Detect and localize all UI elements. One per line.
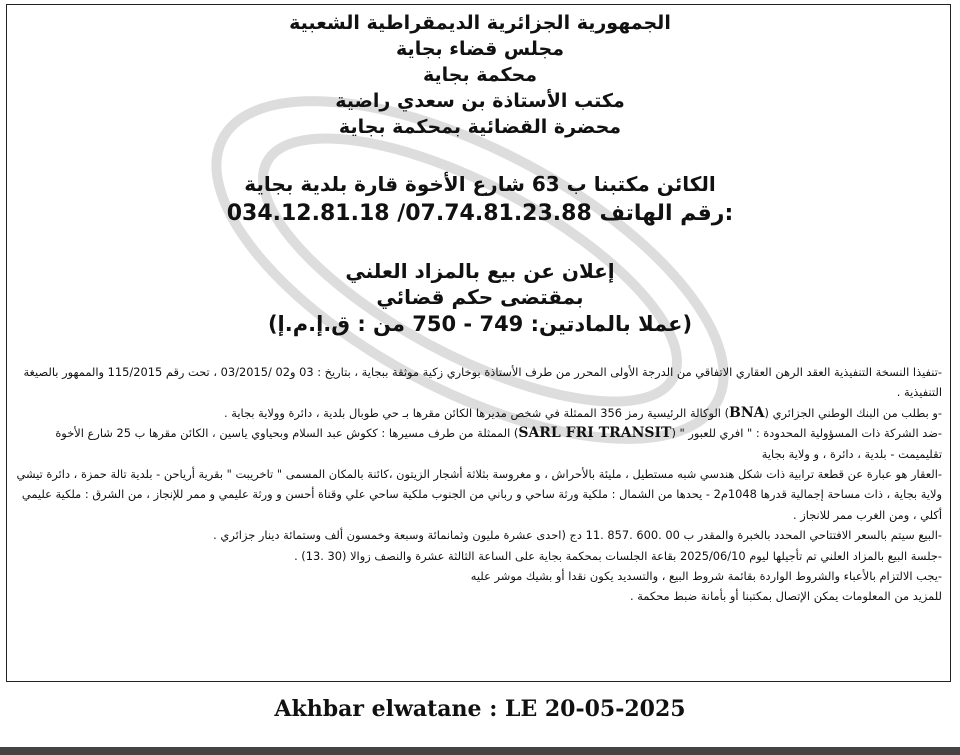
republic-title: الجمهورية الجزائرية الديمقراطية الشعبية: [289, 12, 671, 34]
body-paragraph-execution: -تنفيذا النسخة التنفيذية العقد الرهن العقاري الاتفاقي من الدرجة الأولى المحرر من طرف الأستاذة بوخاري زكية موثقة ببجاية ، بتاريخ : 03 و02 /03/2015 ، تحت رقم 115/2015 والممهور بالصيغة التنفيذية .: [23, 365, 942, 400]
court-title: محكمة بجاية: [423, 64, 537, 86]
bottom-divider: [0, 747, 960, 755]
council-title: مجلس قضاء بجاية: [396, 38, 564, 60]
body-paragraph-debtor: [14, 423, 942, 464]
phone-numbers: 034.12.81.18 /07.74.81.23.88: [226, 201, 592, 226]
body-paragraph-property: -العقار هو عبارة عن قطعة ترابية ذات شكل هندسي شبه مستطيل ، مليئة بالأحراش ، و مغروسة بثلاثة أشجار الزيتون ،كائنة بالمكان المسمى " تاخريبت " بقرية أرياحن - بلدية تالة حمزة ، دائرة تيشي ولاية بجاية ، ذات مساحة إجمالية قدرها 1048م2 - يحدها من الشمال : ملكية ورثة ساحي و رباني من الجنوب ملكية ساحي علي وقناة أحسن و ورثة عليمي و ممر للإنجاز ، من الشرق : ملكية عليمي أكلي ، ومن الغرب ممر للانجاز .: [16, 467, 942, 522]
creditor-bank-name: BNA: [729, 404, 765, 421]
phone-label: رقم الهاتف:: [599, 201, 734, 226]
announcement-title: إعلان عن بيع بالمزاد العلني: [345, 259, 615, 283]
court-header: [0, 10, 960, 140]
publication-source: Akhbar elwatane : LE 20-05-2025: [274, 696, 686, 722]
announcement-articles: (عملا بالمادتين: 749 - 750 من : ق.إ.م.إ): [267, 312, 693, 336]
announcement-heading: [0, 258, 960, 338]
body-paragraph-conditions: -يجب الالتزام بالأعباء والشروط الواردة بقائمة شروط البيع ، والتسديد يكون نقدا أو بشيك موشر عليه: [470, 569, 942, 584]
office-address: الكائن مكتبنا ب 63 شارع الأخوة قارة بلدية بجاية: [244, 172, 716, 196]
debtor-text-pre: -ضد الشركة ذات المسؤولية المحدودة : " افري للعبور " (: [671, 426, 942, 441]
office-title: مكتب الأستاذة بن سعدي راضية: [335, 90, 625, 112]
body-paragraph-contact: للمزيد من المعلومات يمكن الإتصال بمكتبنا أو بأمانة ضبط محكمة .: [629, 589, 942, 604]
announcement-subtitle: بمقتضى حكم قضائي: [376, 285, 584, 309]
creditor-text-post: ) الوكالة الرئيسية رمز 356 الممثلة في شخص مديرها الكائن مقرها بـ حي طوبال بلدية ، دائرة وولاية بجاية .: [224, 405, 730, 420]
bailiff-title: محضرة القضائية بمحكمة بجاية: [338, 116, 622, 138]
creditor-text-pre: -و بطلب من البنك الوطني الجزائري (: [764, 405, 942, 420]
body-paragraph-session: -جلسة البيع بالمزاد العلني تم تأجيلها ليوم 2025/06/10 بقاعة الجلسات بمحكمة بجاية على الساعة الثالثة عشرة والنصف زوالا (30 .13) .: [294, 548, 942, 563]
debtor-company-name: SARL FRI TRANSIT: [518, 425, 672, 442]
announcement-body: [14, 362, 942, 607]
body-paragraph-price: -البيع سيتم بالسعر الافتتاحي المحدد بالخبرة والمقدر ب 00 .600 .857 .11 دج (احدى عشرة مليون وثمانمائة وسبعة وخمسون ألف وستمائة دينار جزائري .: [213, 528, 942, 543]
body-paragraph-creditor: [14, 403, 942, 423]
phone-line: [0, 198, 960, 230]
contact-block: [0, 170, 960, 230]
debtor-text-post: ) الممثلة من طرف مسيرها : ككوش عبد السلام وبحياوي ياسين ، الكائن مقرها ب 25 شارع الأخوة تقليميمت - بلدية ، دائرة ، و ولاية بجاية: [55, 426, 942, 461]
